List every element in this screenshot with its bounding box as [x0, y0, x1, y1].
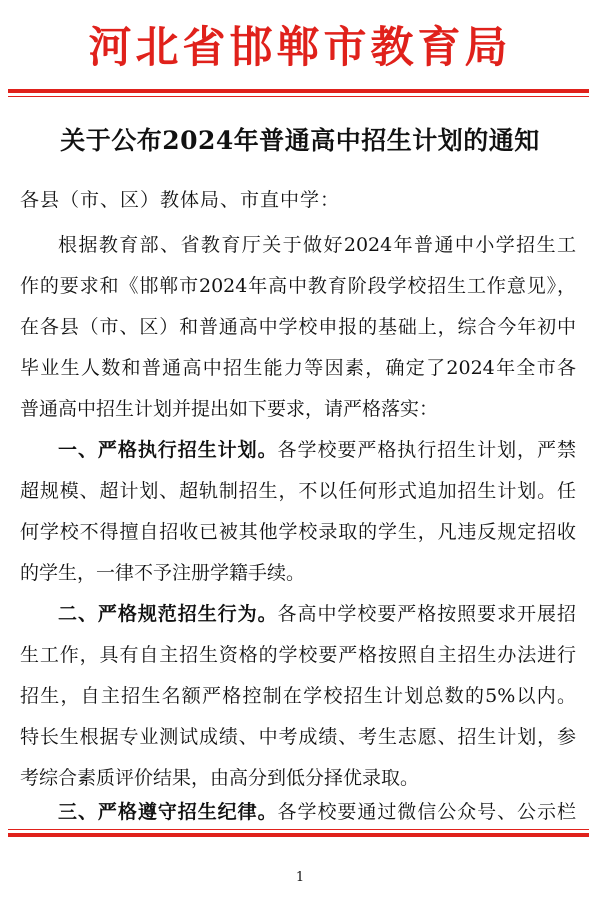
paragraph-line: 毕业生人数和普通高中招生能力等因素，确定了2024年全市各 [20, 357, 576, 379]
section-text: 各高中学校要严格按照要求开展招 [277, 603, 576, 625]
org-header-title: 河北省邯郸市教育局 [88, 23, 512, 73]
section-heading: 一、严格执行招生计划。 [58, 439, 278, 461]
header-rule-thick [8, 89, 589, 93]
footer-rule-thick [8, 833, 589, 837]
section-text: 各学校要严格执行招生计划，严禁 [277, 439, 576, 461]
paragraph-line: 何学校不得擅自招收已被其他学校录取的学生，凡违反规定招收 [20, 521, 576, 543]
section-1-first-line [20, 436, 576, 464]
section-2-first-line [20, 600, 576, 628]
paragraph-line: 在各县（市、区）和普通高中学校申报的基础上，综合今年初中 [20, 316, 576, 338]
paragraph-line: 的学生，一律不予注册学籍手续。 [20, 562, 306, 584]
paragraph-line: 特长生根据专业测试成绩、中考成绩、考生志愿、招生计划，参 [20, 726, 576, 748]
section-text: 各学校要通过微信公众号、公示栏 [277, 801, 576, 823]
paragraph-line: 作的要求和《邯郸市2024年高中教育阶段学校招生工作意见》， [20, 275, 576, 297]
paragraph-line: 普通高中招生计划并提出如下要求，请严格落实： [20, 398, 439, 420]
section-heading: 二、严格规范招生行为。 [58, 603, 278, 625]
paragraph-line: 超规模、超计划、超轨制招生，不以任何形式追加招生计划。任 [20, 480, 576, 502]
header-rule-thin [8, 96, 589, 97]
page-number: 1 [295, 870, 305, 885]
paragraph-line: 生工作，具有自主招生资格的学校要严格按照自主招生办法进行 [20, 644, 576, 666]
section-heading: 三、严格遵守招生纪律。 [58, 801, 278, 823]
document-title: 关于公布2024年普通高中招生计划的通知 [60, 126, 540, 155]
paragraph-line: 考综合素质评价结果，由高分到低分择优录取。 [20, 767, 420, 789]
paragraph-line: 根据教育部、省教育厅关于做好2024年普通中小学招生工 [58, 234, 576, 256]
section-3-first-line [20, 798, 576, 826]
paragraph-line: 招生，自主招生名额严格控制在学校招生计划总数的5%以内。 [20, 685, 576, 707]
salutation: 各县（市、区）教体局、市直中学： [20, 189, 341, 211]
footer-rule-thin [8, 829, 589, 830]
